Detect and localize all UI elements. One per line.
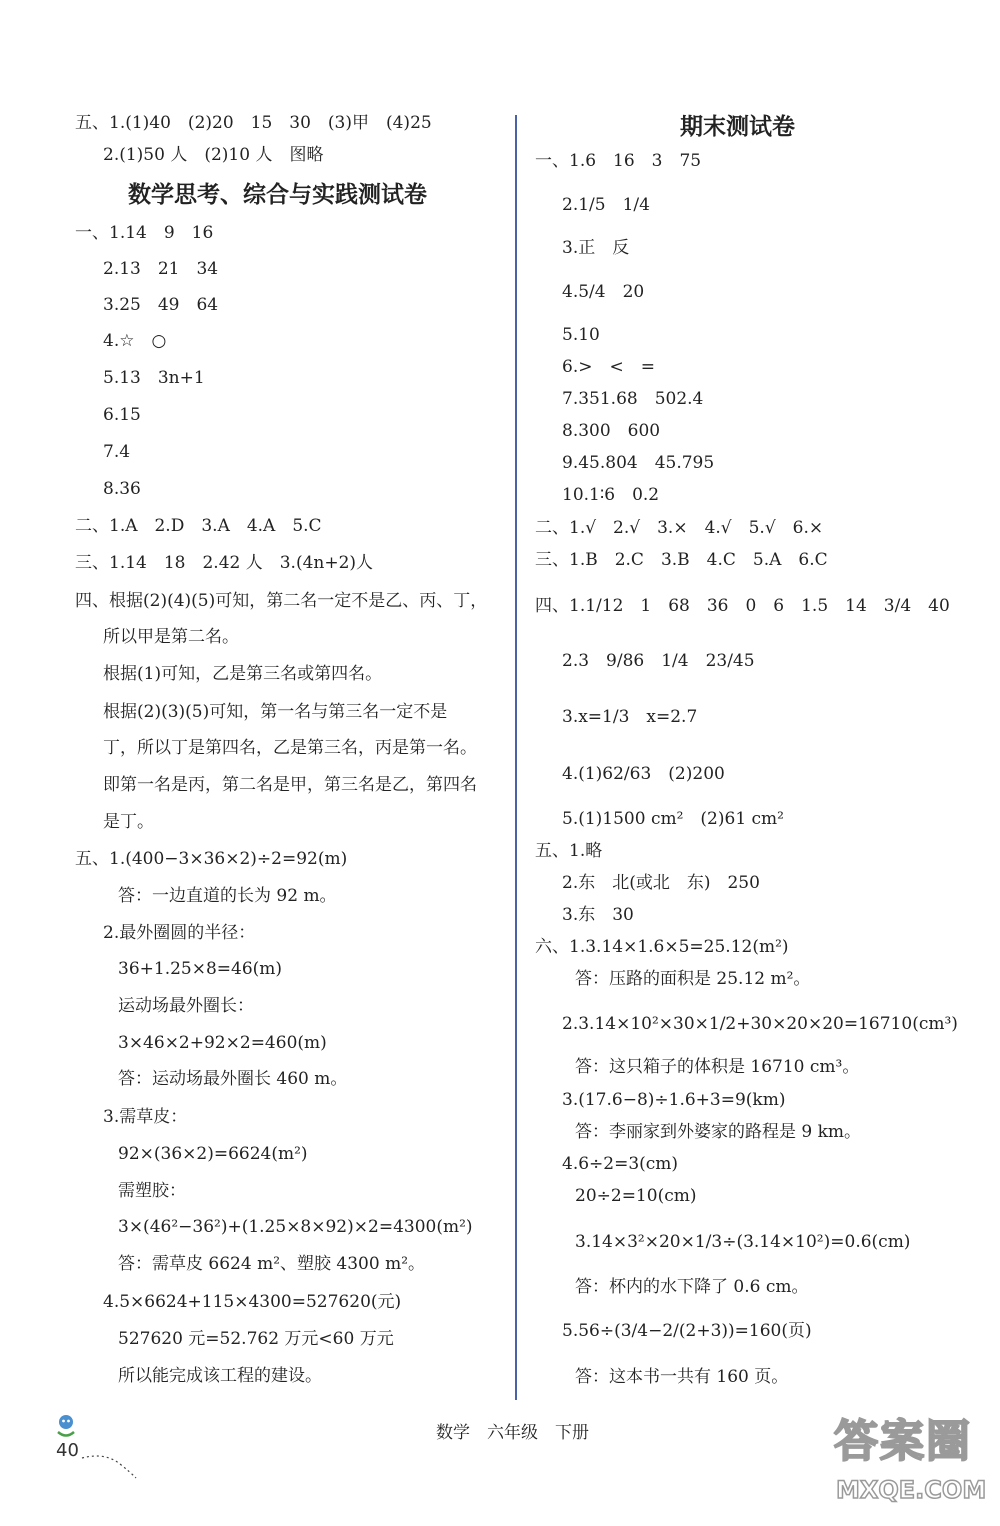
right-line-14: 3.x=1/3 x=2.7 [562, 707, 698, 727]
right-line-7: 8.300 600 [562, 421, 661, 441]
left-sec-line-16: 是丁。 [103, 812, 154, 832]
column-divider [515, 115, 517, 1400]
left-sec-line-9: 三、1.14 18 2.42 人 3.(4n+2)人 [75, 553, 374, 573]
right-line-16: 5.(1)1500 cm² (2)61 cm² [562, 809, 784, 829]
left-sec-line-22: 3×46×2+92×2=460(m) [118, 1033, 327, 1053]
page-number: 40 [56, 1440, 79, 1461]
right-line-3: 4.5/4 20 [562, 282, 645, 302]
left-sec-line-12: 根据(1)可知，乙是第三名或第四名。 [103, 664, 383, 684]
section-title-right: 期末测试卷 [680, 114, 795, 140]
right-line-19: 3.东 30 [562, 905, 634, 925]
right-line-2: 3.正 反 [562, 238, 630, 258]
watermark-url: MXQE.COM [836, 1476, 987, 1504]
footer-book-title: 数学 六年级 下册 [436, 1423, 589, 1443]
right-line-15: 4.(1)62/63 (2)200 [562, 764, 725, 784]
left-sec-line-20: 36+1.25×8=46(m) [118, 959, 283, 979]
left-sec-line-14: 丁，所以丁是第四名，乙是第三名，丙是第一名。 [103, 738, 477, 758]
right-line-8: 9.45.804 45.795 [562, 453, 715, 473]
left-sec-line-8: 二、1.A 2.D 3.A 4.A 5.C [75, 516, 322, 536]
left-sec-line-17: 五、1.(400−3×36×2)÷2=92(m) [75, 849, 348, 869]
watermark-logo [834, 1412, 987, 1508]
right-line-13: 2.3 9/86 1/4 23/45 [562, 651, 755, 671]
right-line-9: 10.1∶6 0.2 [562, 485, 660, 505]
left-sec-line-1: 2.13 21 34 [103, 259, 219, 279]
left-sec-line-3: 4.☆ ○ [103, 331, 167, 351]
right-line-1: 2.1/5 1/4 [562, 195, 650, 215]
right-line-22: 2.3.14×10²×30×1/2+30×20×20=16710(cm³) [562, 1014, 958, 1034]
left-sec-line-2: 3.25 49 64 [103, 295, 219, 315]
right-line-17: 五、1.略 [535, 841, 603, 861]
right-line-10: 二、1.√ 2.√ 3.× 4.√ 5.√ 6.× [535, 518, 824, 538]
left-sec-line-25: 92×(36×2)=6624(m²) [118, 1144, 308, 1164]
right-line-25: 答：李丽家到外婆家的路程是 9 km。 [575, 1122, 862, 1142]
left-sec-line-27: 3×(46²−36²)+(1.25×8×92)×2=4300(m²) [118, 1217, 473, 1237]
left-sec-line-6: 7.4 [103, 442, 131, 462]
left-sec-line-31: 所以能完成该工程的建设。 [118, 1366, 322, 1386]
left-sec-line-4: 5.13 3n+1 [103, 368, 205, 388]
section-title-left: 数学思考、综合与实践测试卷 [128, 182, 427, 208]
left-sec-line-13: 根据(2)(3)(5)可知，第一名与第三名一定不是 [103, 702, 448, 722]
left-sec-line-18: 答：一边直道的长为 92 m。 [118, 886, 337, 906]
right-line-27: 20÷2=10(cm) [575, 1186, 697, 1206]
right-line-29: 答：杯内的水下降了 0.6 cm。 [575, 1277, 809, 1297]
left-sec-line-24: 3.需草皮： [103, 1107, 188, 1127]
right-line-30: 5.56÷(3/4−2/(2+3))=160(页) [562, 1321, 812, 1341]
right-line-21: 答：压路的面积是 25.12 m²。 [575, 969, 811, 989]
left-sec-line-30: 527620 元=52.762 万元<60 万元 [118, 1329, 394, 1349]
right-line-12: 四、1.1/12 1 68 36 0 6 1.5 14 3/4 40 [535, 596, 950, 616]
left-sec-line-23: 答：运动场最外圈长 460 m。 [118, 1069, 348, 1089]
right-line-31: 答：这本书一共有 160 页。 [575, 1367, 789, 1387]
right-line-6: 7.351.68 502.4 [562, 389, 704, 409]
left-sec-line-19: 2.最外圈圆的半径： [103, 923, 256, 943]
left-sec-line-5: 6.15 [103, 405, 141, 425]
left-sec-line-7: 8.36 [103, 479, 141, 499]
left-sec-line-11: 所以甲是第二名。 [103, 627, 239, 647]
watermark-logo-text: 答案圈 [834, 1416, 972, 1467]
right-line-11: 三、1.B 2.C 3.B 4.C 5.A 6.C [535, 550, 828, 570]
right-line-20: 六、1.3.14×1.6×5=25.12(m²) [535, 937, 789, 957]
right-line-23: 答：这只箱子的体积是 16710 cm³。 [575, 1057, 860, 1077]
left-sec-line-29: 4.5×6624+115×4300=527620(元) [103, 1292, 402, 1312]
left-sec-line-15: 即第一名是丙，第二名是甲，第三名是乙，第四名 [103, 775, 477, 795]
left-sec-line-10: 四、根据(2)(4)(5)可知，第二名一定不是乙、丙、丁， [75, 591, 488, 611]
right-line-28: 3.14×3²×20×1/3÷(3.14×10²)=0.6(cm) [575, 1232, 911, 1252]
right-line-18: 2.东 北(或北 东) 250 [562, 873, 760, 893]
left-sec-line-26: 需塑胶： [118, 1181, 186, 1201]
left-sec-line-21: 运动场最外圈长： [118, 996, 254, 1016]
mascot-icon [52, 1412, 80, 1440]
right-line-24: 3.(17.6−8)÷1.6+3=9(km) [562, 1090, 786, 1110]
left-sec-line-28: 答：需草皮 6624 m²、塑胶 4300 m²。 [118, 1254, 426, 1274]
left-line-1: 2.(1)50 人 (2)10 人 图略 [103, 145, 324, 165]
dotted-swirl-icon [80, 1450, 140, 1480]
right-line-26: 4.6÷2=3(cm) [562, 1154, 679, 1174]
right-line-0: 一、1.6 16 3 75 [535, 151, 702, 171]
right-line-4: 5.10 [562, 325, 600, 345]
right-line-5: 6.> < = [562, 357, 655, 377]
left-sec-line-0: 一、1.14 9 16 [75, 223, 214, 243]
left-line-0: 五、1.(1)40 (2)20 15 30 (3)甲 (4)25 [75, 113, 432, 133]
